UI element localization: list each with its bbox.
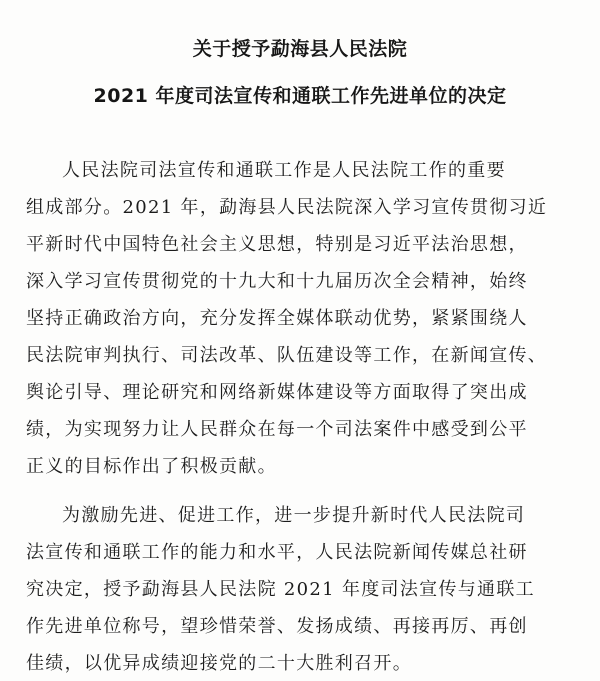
- paragraph-line: 舆论引导、理论研究和网络新媒体建设等方面取得了突出成: [26, 382, 528, 403]
- paragraph-line: 法宣传和通联工作的能力和水平，人民法院新闻传媒总社研: [26, 542, 528, 563]
- paragraph-line: 平新时代中国特色社会主义思想，特别是习近平法治思想，: [26, 234, 528, 255]
- document-title-line-2: 2021 年度司法宣传和通联工作先进单位的决定: [93, 85, 507, 107]
- paragraph-line: 究决定，授予勐海县人民法院 2021 年度司法宣传与通联工: [26, 579, 535, 600]
- paragraph-line: 作先进单位称号，望珍惜荣誉、发扬成绩、再接再厉、再创: [26, 616, 528, 637]
- document-title-line-1: 关于授予勐海县人民法院: [192, 38, 408, 60]
- paragraph-line: 为激励先进、促进工作，进一步提升新时代人民法院司: [62, 505, 526, 526]
- paragraph-line: 佳绩，以优异成绩迎接党的二十大胜利召开。: [26, 653, 412, 674]
- paragraph-line: 绩，为实现努力让人民群众在每一个司法案件中感受到公平: [26, 419, 528, 440]
- paragraph-line: 坚持正确政治方向，充分发挥全媒体联动优势，紧紧围绕人: [26, 308, 528, 329]
- paragraph-line: 深入学习宣传贯彻党的十九大和十九届历次全会精神，始终: [26, 271, 528, 292]
- paragraph-line: 人民法院司法宣传和通联工作是人民法院工作的重要: [62, 160, 506, 181]
- paragraph-line: 民法院审判执行、司法改革、队伍建设等工作，在新闻宣传、: [26, 345, 548, 366]
- paragraph-line: 组成部分。2021 年，勐海县人民法院深入学习宣传贯彻习近: [26, 197, 548, 218]
- paragraph-line: 正义的目标作出了积极贡献。: [26, 456, 277, 477]
